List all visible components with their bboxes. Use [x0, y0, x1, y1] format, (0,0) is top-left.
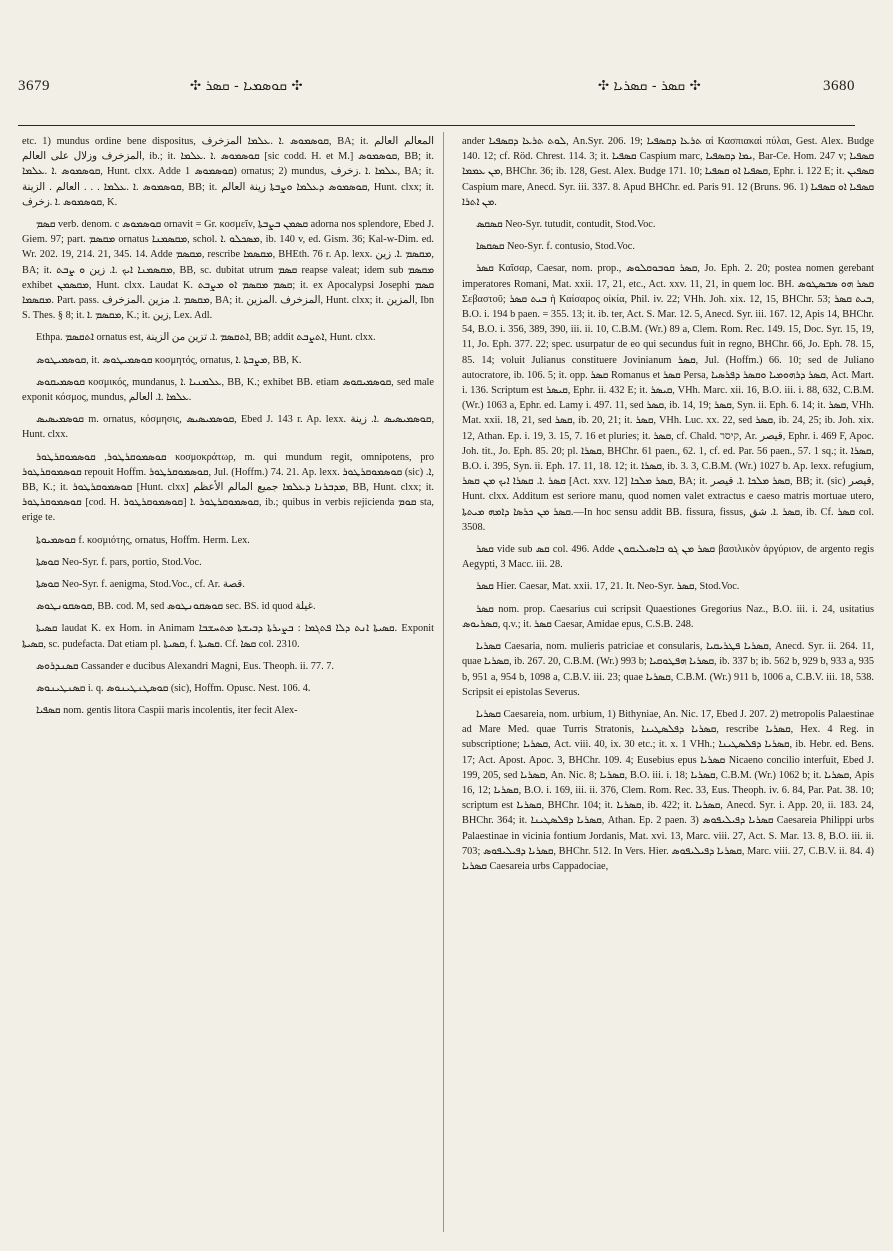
- dictionary-entry: ܩܣܪܝܐ Caesaria, nom. mulieris patriciae et consularis, ܩܣܪܝܐ ܦܛܪܝܩܝܐ, Anecd. Syr. ii. 264. 11, quae ܩܣܪܝܐ, ib. 267. 20, C.B.M. (Wr.) 993 b; ܩܣܪܝܐ ܗܦܛܘܩܝܐ, ib. 337 b; ib. 562 b, 929 b, 933 a, 935 b, 951 a, 954 b, 1098 a, C.B.V. iii. 23; quae ܩܣܪܝܐ, C.B.M. (Wr.) 911 b, 1006 a, C.B.V. iii. 18, 538. Scripsit ei epistolas Severus.: [462, 641, 874, 698]
- header-rule: [18, 125, 855, 126]
- dictionary-entry: ܩܣܢܕܪܘܣ Cassander e ducibus Alexandri Magni, Eus. Theoph. ii. 77. 7.: [36, 660, 334, 672]
- dictionary-entry: ܩܣܦܝܐ nom. gentis litora Caspii maris incolentis, iter fecit Alex-: [36, 705, 298, 717]
- dictionary-entry: ܩܣܪܝܐ Caesareia, nom. urbium, 1) Bithyniae, An. Nic. 17, Ebed J. 207. 2) metropolis Palaestinae ad Mare Med. quae Turris Stratonis, ܩܣܪܝܐ ܕܦܠܣܛܝܢܐ, rescribe ܩܣܪܝܐ, Hex. 4 Reg. in subscriptione; ܩܣܪܝܐ, Act. viii. 40, ix. 30 etc.; it. x. 1 VHh.; ܩܣܪܝܐ ܕܦܠܣܛܝܢܐ, ib. Hebr. ed. Bens. 17; Act. Apost. Apoc. 3, BHChr. 109. 4; Eusebius epus ܩܣܪܝܐ Nicaeno concilio interfuit, Ebed J. 199, 205, sed ܩܣܪܝܐ, An. Nic. 8; ܩܣܪܝܐ, B.O. iii. i. 18; ܩܣܪܝܐ, C.B.M. (Wr.) 1062 b; it. ܩܣܪܝܐ, Apis 16, 12; ܩܣܪܝܐ, B.O. i. 169, iii. ii. 376, Clem. Rom. Rec. 33, Eus. Theoph. iv. 6. 84, Par. Pat. 38. 10; scriptum est ܩܣܪܝܐ, BHChr. 104; it. ܩܣܪܝܐ, ib. 422; it. ܩܣܪܝܐ, Anecd. Syr. i. App. 20, ii. 183. 24, BHChr. 364; it. ܩܣܪܝܐ ܕܦܠܣܛܝܢܐ, Athan. Ep. 2 paen. 3) ܩܣܪܝܐ ܕܦܝܠܝܦܘܣ Caesareia Philippi urbs Palaestinae in vicinia fontium Jordanis, Mat. xvi. 13, Marc. viii. 27, Act. S. Mar. 13. 8, B.O. iii. ii. 703; ܩܣܪܝܐ ܕܦܝܠܝܦܘܣ, BHChr. 512. In Vers. Hier. ܩܣܪܝܐ ܕܦܝܠܝܦܘܣ, Marc. viii. 27, C.B.V. ii. 84. 4) ܩܣܪܝܐ Caesareia urbs Cappadociae,: [462, 708, 874, 872]
- dictionary-entry: ܩܣܝܬܐ laudat K. ex Hom. in Animam ܩܣܝܬܐ ܐܢܬ ܕܠܐ ܦܬܓܡܐ : ܒܨܝܪܬܐ ܕܒܝܫܬܐ ܡܬܚܫܒܐ. Exponit ܩܣܝܬܐ, sc. pudefacta. Dat etiam pl. ܩܣܝܬܐ, f. ܩܣܝܬܐ. Cf. ܩܣܐ col. 2310.: [22, 623, 434, 650]
- running-title-right: ✣ ܩܣܪ - ܩܣܪܝܐ ✣: [598, 78, 701, 94]
- dictionary-entry: ܩܣܪ Hier. Caesar, Mat. xxii. 17, 21. It. Neo-Syr. ܩܣܪ, Stod.Voc.: [476, 581, 740, 593]
- dictionary-entry: Ethpa. ܐܬܩܣܡ ornatus est, ܐܬܩܣܡ .ܐ. تزين من الزينة, BB; addit ܐܬܨܒܬ, Hunt. clxx.: [36, 332, 376, 344]
- page-number-right: 3680: [823, 78, 855, 94]
- dictionary-entry: ܩܘܣܡܘܩܪܛܘܪ, ܩܘܣܡܘܩܪܛܘܪ κοσμοκράτωρ, m. qui mundum regit, omnipotens, pro ܩܘܣܡܘܩܪܛܘܪ repouit Hoffm. ܩܘܣܡܘܩܪܛܘܪ, Jul. (Hoffm.) 74. 21. Ap. lexx. ܩܘܣܡܘܩܪܛܘܪ (sic) .ܐ, BB, K.; it. ܩܘܣܡܘܩܪܛܘܪ [Hunt. clxx] ܡܕܒܪܢܐ ܕܥܠܡܐ جميع المالم الأعظم, BB, Hunt. clxx; it. ܩܘܣܡܘܩܪܛܘܪ [cod. H. ܩܘܣܡܘܩܪܛܘܪ] ܩܘܣܡܘܩܪܛܘܪ .ܐ, ib.; quibus in verbis rejicienda ܩܘܡ sta, erige te.: [22, 451, 434, 524]
- dictionary-entry: ܩܣܪ nom. prop. Caesarius cui scripsit Quaestiones Gregorius Naz., B.O. iii. i. 24, usitatius ܩܣܪܝܘܣ, q.v.; it. ܩܣܪ Caesar, Amidae epus, C.S.B. 248.: [462, 603, 874, 630]
- dictionary-entry: ܩܘܣܬܐ Neo-Syr. f. pars, portio, Stod.Voc.: [36, 556, 202, 568]
- page-header: [0, 78, 893, 118]
- dictionary-entry: ܩܘܣܡܝܛܘܣ, it. ܩܘܣܡܝܛܘܣ κοσμητός, ornatus, ܡܨܒܬܐ .ܐ, BB, K.: [36, 354, 302, 366]
- dictionary-entry: ܩܘܣܬܐ Neo-Syr. f. aenigma, Stod.Voc., cf. Ar. قصة.: [36, 579, 245, 591]
- dictionary-entry: ܩܘܣܡܝܘܬܐ f. κοσμιότης, ornatus, Hoffm. Herm. Lex.: [36, 534, 250, 546]
- dictionary-entry: etc. 1) mundus ordine bene dispositus, ܩܘܣܡܘܣ .ܐ .ܥܠܡܐ المزخرف, BA; it. المعالم العالم المزخرف وزلال على العالم, ib.; it. ܩܘܣܡܘܣ .ܐ .ܥܠܡܐ [sic codd. H. et M.] ܩܘܣܡܘܣ, BB; it. ܩܘܣܡܘܣ .ܐ .ܥܠܡܐ, Hunt. clxx. Adde ܩܘܣܡܘܣ 1) ornatus; 2) mundus, ܥܠܡܐ .ܐ .زخرف, BA; it. ܩܘܣܡܘܣ .ܐ .ܥܠܡܐ . . . العالم . الزينة, BB; it. ܩܘܣܡܘܣ ܕܥܠܡܐ ܘܨܒܬܐ زينة العالم, Hunt. clxx; it. ܩܘܣܡܘܣ .ܐ .زخرف, K.: [22, 136, 434, 208]
- dictionary-entry: ܩܘܣܩܘܢܛܘܣ, BB. cod. M, sed ܩܘܣܩܘܢܛܘܣ sec. BS. id quod غيلة.: [36, 601, 316, 613]
- left-column: [22, 134, 434, 1234]
- dictionary-entry: ܩܘܣܡܝܩܘܣ κοσμικός, mundanus, ܥܠܡܢܝܐ .ܐ, BB, K.; exhibet BB. etiam ܩܘܣܡܝܩܘܣ, sed male exponit κόσμος, mundus, ܥܠܡܐ .ܐ. العالم.: [22, 376, 434, 404]
- right-column: [462, 134, 874, 1234]
- dictionary-entry: ܩܣܩܣܐ Neo-Syr. f. contusio, Stod.Voc.: [476, 241, 635, 253]
- dictionary-entry: ܩܣܪ Καῖσαρ, Caesar, nom. prop., ܩܣܪ ܩܘܒܘܩܠܘܣ, Jo. Eph. 2. 20; postea nomen gerebant imperatores Romani, Mat. xxii. 17, 21, etc., Act. xxv. 11, 21, in quem loc. BH. ܩܣܪ ܗܘ ܣܒܣܛܘܣ Σεβαστοῦ; ܒܝܬ ܩܣܪ ἡ Καίσαρος οἰκία, Phil. iv. 22; VHh. Joh. xix. 12, 15, BHChr. 53; ܒܝܬ ܩܣܪ, B.O. i. 194 b paen. = 355. 13; it. ib. ter, Act. S. Mar. 12. 5, Anecd. Syr. iii. 167. 12, Apis 14, BHChr. 54, B.O. i. 356, 389, 390, iii. ii. 10, C.B.M. (Wr.) 89 a, Clem. Rom. Rec. 149. 15, Doc. Syr. 15, 19, 11, Jo. Eph. 377. 22; spec. usurpatur de eo qui secundus fuit in regno, BHChr. 66, Jo. Eph. 78. 15, 85. 14; voluit Julianus constituere Jovinianum ܩܣܪ, Jul. (Hoffm.) 66. 10; sed de Juliano autocratore, ib. 106. 5; it. opp. ܩܣܪ Romanus et ܩܣܪ Persa, ܩܣܪ ܕܪܗܘܡܝܐ ܘܩܣܪ ܕܦܪܣܝܐ, Act. Mart. i. 136. Scriptum est ܩܝܣܪ, Ephr. ii. 432 E; it. ܩܝܣܪ, VHh. Marc. xii. 16, B.O. iii. i. 88, 632, C.B.M. (Wr.) 1063 a, Ephr. ed. Lamy i. 497. 11, sed ܩܣܪ, ib. 14, 19; ܩܣܪ, Syn. ii. Eph. 6. 14; it. ܩܣܪ, VHh. Mat. xxii. 18, 21, sed ܩܣܪ, ib. 20, 21; it. ܩܣܪ, VHh. Luc. xx. 22, sed ܩܣܪ, ib. 24, 25; ib. Joh. xix. 12, Athan. Ep. i. 19, 3. 15, 7. 16 et pluries; it. ܩܣܪ, cf. Chald. קיסר, Ar. قيصر, Ephr. i. 469 F, Apoc. Joh. tit., Jo. Eph. 85. 20; pl. ܩܣܪܐ, BHChr. 61 paen., 62. 1, cf. ed. Par. 56 paen., 57. 1 sq.; it. ܩܣܪܐ, B.O. i. 395, Syn. ii. Eph. 17. 11, 18. 12; it. ܩܣܪܐ, ib. 3. 3, C.B.M. (Wr.) 1027 b. Ap. lexx. refugium, ܩܣܪ .ܐ. ܩܣܪܐ ܐܝܟ ܡܢ ܩܣܪ [Act. xxv. 12] ܩܣܪ ܡܠܟܐ, BA; it. ܩܣܪ ܡܠܟܐ .ܐ. قيصر, BB; it. (sic) قيصر, Hunt. clxx. Additum est seriore manu, quod nomen valet extractus e caeso matris mortuae utero, ܩܣܪ ܡܢ ܟܪܣܐ ܕܐܡܗ ܡܝܬܬܐ.—In hoc sensu addit BB. fissura, fissus, ܩܣܪ .ܐ. شق, ib. Cf. ܩܣܪ col. 3508.: [462, 263, 874, 533]
- page-number-left: 3679: [18, 78, 50, 94]
- dictionary-entry: ܩܣܢܛܝܢܘܣ i. q. ܩܘܣܛܢܛܝܢܘܣ (sic), Hoffm. Opusc. Nest. 106. 4.: [36, 683, 311, 695]
- dictionary-entry: ander ܠܘܬ ܬܪܥܐ ܕܩܣܦܝܐ, An.Syr. 206. 19; ܬܪܥܐ ܕܩܣܦܝܐ αἱ Κασπιακαὶ πύλαι, Gest. Alex. Budge 140. 12; cf. Röd. Chrest. 114. 3; it. ܩܣܦܝܐ Caspium marc, ܝܡܐ ܕܩܣܦܝܐ, Bar-Ce. Hom. 247 v; ܩܣܦܝܐ ܡܢ ܥܡܡܐ, BHChr. 36; ib. 128, Gest. Alex. Budge 171. 10; ܩܣܦܝܐ ܐܘ ܩܣܦܝܐ, Ephr. i. 122 E; it. ܩܣܦܝܢ Caspium mare, Anecd. Syr. iii. 337. 8. Apud BHChr. ed. Paris 91. 12 (Bruns. 96. 1) ܩܣܦܝܐ ܐܘ ܩܣܦܝܐ ܡܢ ܐܬܪܐ.: [462, 136, 874, 208]
- dictionary-entry: ܩܣܡ verb. denom. c ܩܘܣܡܘܣ ornavit = Gr. κοσμεῖν, ܩܣܡܢ ܒܨܒܬܐ adorna nos splendore, Ebed J. Giem. 97; part. ܡܩܣܡ ornatus ܡܩܣܡܢܐ, schol. ܡܣܟܠܘ .ܐ, ib. 140 v, ed. Gism. 36; Kal-w-Dim. ed. Wr. 202. 19, 214. 21, 345. 14. Adde ܡܩܣܡ, rescribe ܡܩܣܡܐ, BHEth. 76 r. Ap. lexx. ܡܩܣܡ .ܐ. زين, BA; it. ܡܩܣܡܢܐ ܐܝܟ .ܐ. زين ܘ ܨܒܬ, BB, sc. dubitat utrum ܩܣܡ reapse valeat; idem sub ܡܩܣܡ exhibet ܡܩܣܡܢ, Hunt. clxx. Laudat K. ܩܣܡ ܡܩܣܡ ܐܘ ܡܨܒܬ; it. ex Apocalypsi Josephi ܩܣܡ ܡܩܣܡܐ. Part. pass. ܡܩܣܡ .ܐ. مزين .المزخرف, BA; it. المزخرف .المزين, Hunt. clxx; it. المزين, Ibn S. Thes. § 8; it. ܡܩܣܡ .ܐ, K.; it. زين, Lex. Adl.: [22, 219, 434, 322]
- dictionary-entry: ܩܣܪ vide sub ܩܣ col. 496. Adde ܩܣܪ ܡܢ ܓܘ ܒܐܣܝܠܝܩܘܢ βασιλικὸν ἀργύριον, de argento regis Aegypti, 3 Macc. iii. 28.: [462, 544, 874, 571]
- dictionary-entry: ܩܘܣܡܝܣܝܣ m. ornatus, κόσμησις, ܩܘܣܡܝܣܝܣ, Ebed J. 143 r. Ap. lexx. ܩܘܣܡܝܣܝܣ .ܐ. زينة, Hunt. clxx.: [22, 414, 434, 441]
- column-divider: [443, 132, 444, 1232]
- running-title-left: ✣ ܩܘܣܡܝܐ - ܩܣܪ ✣: [190, 78, 303, 94]
- dictionary-entry: ܩܣܩܣ Neo-Syr. tutudit, contudit, Stod.Voc.: [476, 219, 656, 231]
